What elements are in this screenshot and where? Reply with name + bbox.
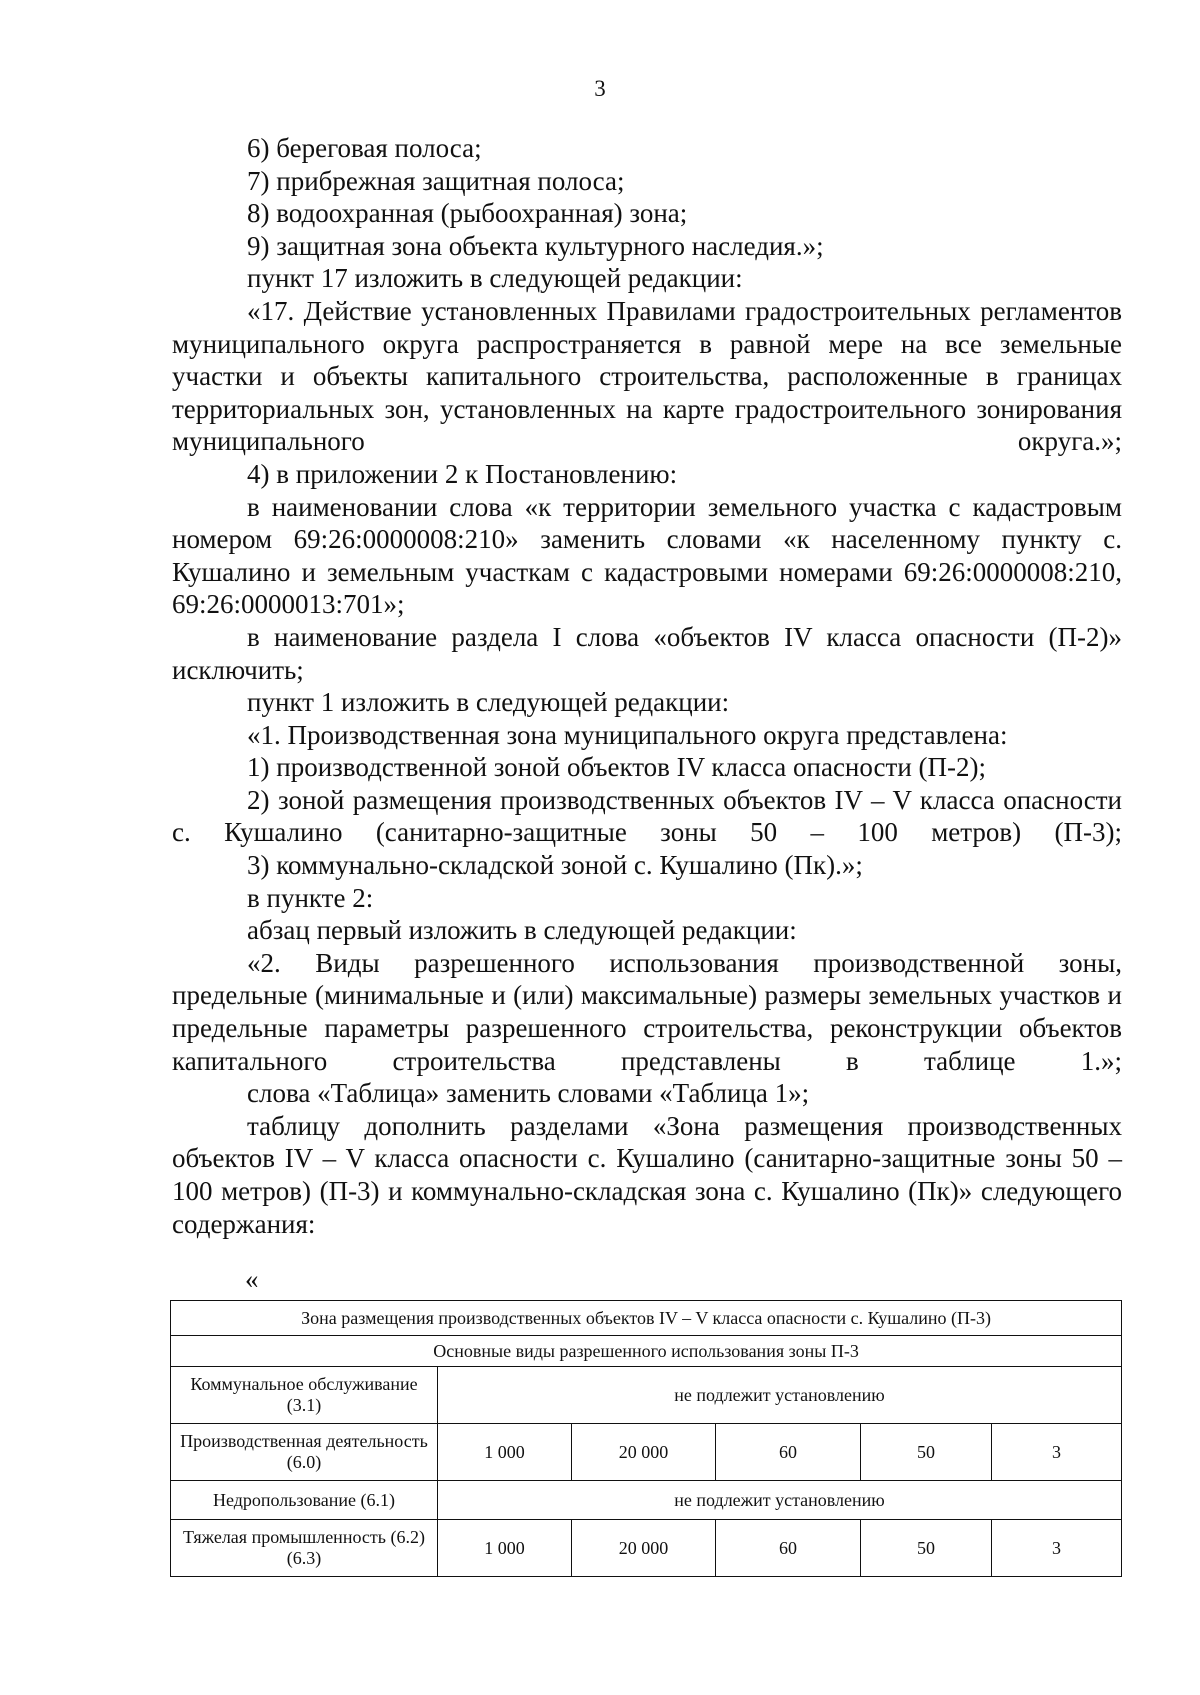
paragraph: «2. Виды разрешенного использования производственной зоны, предельные (минимальные и (или) максимальные) размеры земельных участков и предельные параметры разрешенного строительства, реконструкции объектов капитального строительства представлены в таблице 1.»; <box>172 947 1122 1076</box>
table-cell: 1 000 <box>438 1520 572 1577</box>
paragraph: 3) коммунально-складской зоной с. Кушалино (Пк).»; <box>247 850 863 881</box>
table-subtitle: Основные виды разрешенного использования зоны П-3 <box>171 1336 1122 1367</box>
paragraph: в наименовании слова «к территории земельного участка с кадастровым номером 69:26:0000008:210» заменить словами «к населенному пункту с. Кушалино и земельным участкам с кадастровыми номерами 69:26:0000008:210, 69:26:0000013:701»; <box>172 491 1122 620</box>
row-name: Коммунальное обслуживание (3.1) <box>171 1367 438 1424</box>
paragraph: 7) прибрежная защитная полоса; <box>247 165 625 196</box>
row-name: Производственная деятельность (6.0) <box>171 1424 438 1481</box>
table-cell: 20 000 <box>572 1520 716 1577</box>
document-body <box>172 132 1122 1240</box>
row-name: Тяжелая промышленность (6.2) (6.3) <box>171 1520 438 1577</box>
row-name: Недропользование (6.1) <box>171 1481 438 1520</box>
table-row <box>171 1424 1122 1481</box>
paragraph: пункт 1 изложить в следующей редакции: <box>247 687 730 718</box>
paragraph: слова «Таблица» заменить словами «Таблица 1»; <box>247 1078 810 1109</box>
table-cell: 20 000 <box>572 1424 716 1481</box>
quote-open-mark: « <box>245 1264 259 1294</box>
table-cell: 50 <box>861 1520 992 1577</box>
table-cell: 1 000 <box>438 1424 572 1481</box>
paragraph: пункт 17 изложить в следующей редакции: <box>247 263 743 294</box>
paragraph: таблицу дополнить разделами «Зона размещения производственных объектов IV – V класса опасности с. Кушалино (санитарно-защитные зоны 50 – 100 метров) (П-3) и коммунально-складская зона с. Кушалино (Пк)» следующего содержания: <box>172 1110 1122 1239</box>
row-note: не подлежит установлению <box>438 1481 1122 1520</box>
table-title: Зона размещения производственных объектов IV – V класса опасности с. Кушалино (П-3) <box>171 1301 1122 1336</box>
paragraph: 6) береговая полоса; <box>247 133 482 163</box>
paragraph: абзац первый изложить в следующей редакции: <box>247 915 797 946</box>
paragraph: 1) производственной зоной объектов IV класса опасности (П-2); <box>247 752 987 783</box>
paragraph: в пункте 2: <box>247 882 374 913</box>
table-row <box>171 1367 1122 1424</box>
page-number: 3 <box>594 76 606 101</box>
paragraph: 9) защитная зона объекта культурного наследия.»; <box>247 230 824 261</box>
paragraph: 2) зоной размещения производственных объектов IV – V класса опасности с. Кушалино (санитарно-защитные зоны 50 – 100 метров) (П-3); <box>172 784 1122 848</box>
paragraph: 4) в приложении 2 к Постановлению: <box>247 458 678 489</box>
table-cell: 3 <box>992 1520 1122 1577</box>
table-cell: 60 <box>716 1424 861 1481</box>
paragraph: в наименование раздела I слова «объектов IV класса опасности (П-2)» исключить; <box>172 621 1122 685</box>
table-row <box>171 1481 1122 1520</box>
paragraph: 8) водоохранная (рыбоохранная) зона; <box>247 198 688 229</box>
paragraph: «17. Действие установленных Правилами градостроительных регламентов муниципального округа распространяется в равной мере на все земельные участки и объекты капитального строительства, расположенные в границах территориальных зон, установленных на карте градостроительного зонирования муниципального округа.»; <box>172 295 1122 457</box>
row-note: не подлежит установлению <box>438 1367 1122 1424</box>
paragraph: «1. Производственная зона муниципального округа представлена: <box>247 719 1008 750</box>
table-cell: 3 <box>992 1424 1122 1481</box>
table-row <box>171 1520 1122 1577</box>
table-cell: 50 <box>861 1424 992 1481</box>
table-cell: 60 <box>716 1520 861 1577</box>
zone-table <box>170 1300 1122 1577</box>
